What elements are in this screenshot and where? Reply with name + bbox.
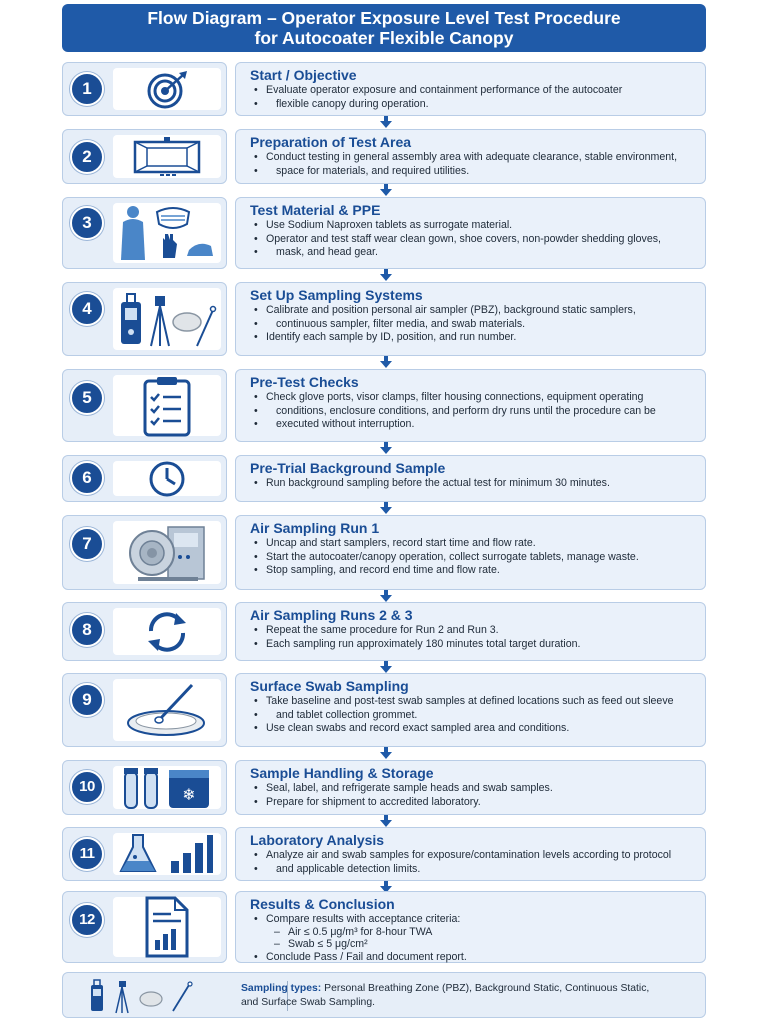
step-bullets xyxy=(250,782,697,809)
arrow-down-icon xyxy=(380,184,392,196)
step-7 xyxy=(62,515,706,590)
bullet: • Identify each sample by ID, position, and run number. xyxy=(250,331,697,345)
step-number: 12 xyxy=(70,903,104,937)
bullet: • and tablet collection grommet. xyxy=(250,709,697,723)
step-number: 7 xyxy=(70,527,104,561)
sampling-types-line-2: and Surface Swab Sampling. xyxy=(241,997,376,1008)
clock-icon xyxy=(113,461,221,496)
lab-icon xyxy=(113,833,221,875)
step-title: Laboratory Analysis xyxy=(250,832,385,848)
checklist-icon xyxy=(113,375,221,436)
bullet: • Use Sodium Naproxen tablets as surrogate material. xyxy=(250,219,697,233)
step-title: Start / Objective xyxy=(250,67,357,83)
step-3-content xyxy=(235,197,706,269)
step-number: 2 xyxy=(70,140,104,174)
step-6-content xyxy=(235,455,706,502)
bullet: • executed without interruption. xyxy=(250,418,697,432)
step-number: 10 xyxy=(70,770,104,804)
step-bullets xyxy=(250,151,697,178)
sampling-types-text xyxy=(241,982,681,1010)
step-bullets xyxy=(250,304,697,345)
bullet: • Run background sampling before the actual test for minimum 30 minutes. xyxy=(250,477,697,491)
step-bullets xyxy=(250,219,697,260)
arrow-down-icon xyxy=(380,442,392,454)
bullet: • continuous sampler, filter media, and swab materials. xyxy=(250,318,697,332)
svg-text:❄: ❄ xyxy=(182,784,196,804)
step-6 xyxy=(62,455,706,502)
bullet: • Start the autocoater/canopy operation, collect surrogate tablets, manage waste. xyxy=(250,551,697,565)
step-8-badge-panel xyxy=(62,602,227,661)
step-bullets xyxy=(250,391,697,432)
step-number: 9 xyxy=(70,683,104,717)
report-icon xyxy=(113,897,221,957)
bullet: • Evaluate operator exposure and containment performance of the autocoater xyxy=(250,84,697,98)
swab-icon xyxy=(113,679,221,741)
step-title: Results & Conclusion xyxy=(250,896,395,912)
step-5 xyxy=(62,369,706,442)
step-number: 4 xyxy=(70,292,104,326)
bullet: • Seal, label, and refrigerate sample heads and swab samples. xyxy=(250,782,697,796)
arrow-down-icon xyxy=(380,502,392,514)
bullet: • conditions, enclosure conditions, and perform dry runs until the procedure can be xyxy=(250,405,697,419)
step-bullets xyxy=(250,913,697,963)
step-title: Pre-Test Checks xyxy=(250,374,359,390)
storage-icon xyxy=(113,766,221,809)
bullet: • Use clean swabs and record exact sampled area and conditions. xyxy=(250,722,697,736)
step-1 xyxy=(62,62,706,116)
step-title: Air Sampling Run 1 xyxy=(250,520,380,536)
bullet: • Stop sampling, and record end time and flow rate. xyxy=(250,564,697,578)
step-number: 1 xyxy=(70,72,104,106)
bullet: • space for materials, and required utilities. xyxy=(250,165,697,179)
step-bullets xyxy=(250,537,697,578)
step-10-content xyxy=(235,760,706,815)
step-number: 8 xyxy=(70,613,104,647)
bullet: • Uncap and start samplers, record start time and flow rate. xyxy=(250,537,697,551)
coater-icon xyxy=(113,521,221,584)
step-number: 6 xyxy=(70,461,104,495)
step-10 xyxy=(62,760,706,815)
repeat-icon xyxy=(113,608,221,655)
bullet: • Each sampling run approximately 180 minutes total target duration. xyxy=(250,638,697,652)
bullet: • Check glove ports, visor clamps, filter housing connections, equipment operating xyxy=(250,391,697,405)
step-number: 11 xyxy=(70,837,104,871)
bullet: • Calibrate and position personal air sampler (PBZ), background static samplers, xyxy=(250,304,697,318)
step-9 xyxy=(62,673,706,747)
sub-bullet: – Swab ≤ 5 μg/cm² xyxy=(250,938,697,951)
title-line-2: for Autocoater Flexible Canopy xyxy=(254,28,514,48)
arrow-down-icon xyxy=(380,590,392,602)
step-bullets xyxy=(250,695,697,736)
step-12-badge-panel xyxy=(62,891,227,963)
bullet: • Conduct testing in general assembly area with adequate clearance, stable environment, xyxy=(250,151,697,165)
ppe-icon xyxy=(113,203,221,263)
step-7-badge-panel xyxy=(62,515,227,590)
bullet: • Prepare for shipment to accredited laboratory. xyxy=(250,796,697,810)
title-line-1: Flow Diagram – Operator Exposure Level Test Procedure xyxy=(147,8,621,28)
arrow-down-icon xyxy=(380,116,392,128)
sampling-types-label: Sampling types: xyxy=(241,983,322,994)
step-bullets xyxy=(250,477,697,491)
step-2 xyxy=(62,129,706,184)
step-title: Air Sampling Runs 2 & 3 xyxy=(250,607,413,623)
step-title: Sample Handling & Storage xyxy=(250,765,434,781)
step-9-badge-panel xyxy=(62,673,227,747)
bullet: • and applicable detection limits. xyxy=(250,863,697,877)
step-title: Test Material & PPE xyxy=(250,202,381,218)
step-12 xyxy=(62,891,706,963)
step-bullets xyxy=(250,849,697,876)
step-title: Pre-Trial Background Sample xyxy=(250,460,446,476)
arrow-down-icon xyxy=(380,747,392,759)
step-8 xyxy=(62,602,706,661)
arrow-down-icon xyxy=(380,661,392,673)
arrow-down-icon xyxy=(380,815,392,827)
step-11 xyxy=(62,827,706,881)
sampling-types-footer xyxy=(62,972,706,1018)
step-number: 3 xyxy=(70,206,104,240)
step-5-content xyxy=(235,369,706,442)
room-icon xyxy=(113,135,221,178)
bullet: • mask, and head gear. xyxy=(250,246,697,260)
step-4 xyxy=(62,282,706,356)
step-3 xyxy=(62,197,706,269)
step-5-badge-panel xyxy=(62,369,227,442)
step-3-badge-panel xyxy=(62,197,227,269)
step-11-content xyxy=(235,827,706,881)
sampler-icon xyxy=(113,288,221,350)
step-2-badge-panel xyxy=(62,129,227,184)
step-bullets xyxy=(250,624,697,651)
bullet: • flexible canopy during operation. xyxy=(250,98,697,112)
step-6-badge-panel xyxy=(62,455,227,502)
step-1-content xyxy=(235,62,706,116)
step-title: Preparation of Test Area xyxy=(250,134,412,150)
step-11-badge-panel xyxy=(62,827,227,881)
step-7-content xyxy=(235,515,706,590)
arrow-down-icon xyxy=(380,356,392,368)
step-1-badge-panel xyxy=(62,62,227,116)
step-title: Set Up Sampling Systems xyxy=(250,287,423,303)
step-title: Surface Swab Sampling xyxy=(250,678,409,694)
bullet: • Conclude Pass / Fail and document report. xyxy=(250,951,697,964)
bullet: • Take baseline and post-test swab samples at defined locations such as feed out sleeve xyxy=(250,695,697,709)
bullet: • Repeat the same procedure for Run 2 and Run 3. xyxy=(250,624,697,638)
sub-bullet: – Air ≤ 0.5 μg/m³ for 8-hour TWA xyxy=(250,926,697,939)
title-banner xyxy=(62,4,706,52)
bullet: • Analyze air and swab samples for exposure/contamination levels according to protocol xyxy=(250,849,697,863)
step-12-content xyxy=(235,891,706,963)
bullet: • Compare results with acceptance criteria: xyxy=(250,913,697,926)
step-4-content xyxy=(235,282,706,356)
step-4-badge-panel xyxy=(62,282,227,356)
step-bullets xyxy=(250,84,697,111)
step-10-badge-panel xyxy=(62,760,227,815)
target-icon xyxy=(113,68,221,110)
sampling-types-line-1: Personal Breathing Zone (PBZ), Background Static, Continuous Static, xyxy=(324,983,650,994)
step-2-content xyxy=(235,129,706,184)
step-8-content xyxy=(235,602,706,661)
step-9-content xyxy=(235,673,706,747)
arrow-down-icon xyxy=(380,269,392,281)
step-number: 5 xyxy=(70,381,104,415)
bullet: • Operator and test staff wear clean gown, shoe covers, non-powder shedding gloves, xyxy=(250,233,697,247)
